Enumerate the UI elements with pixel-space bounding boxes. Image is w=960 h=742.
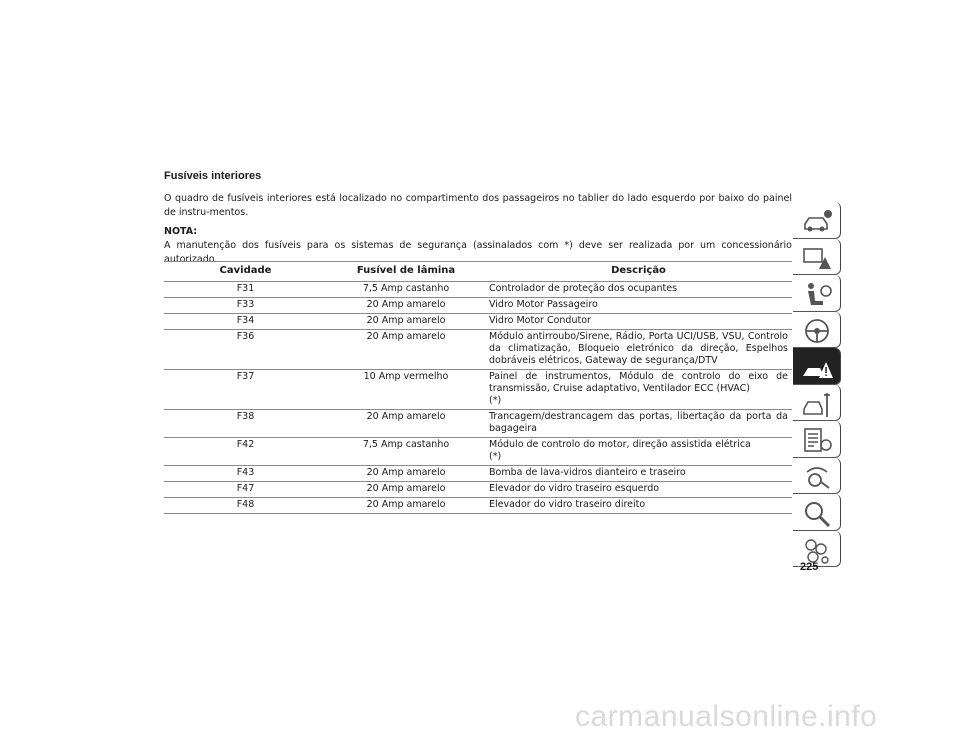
description-line: Elevador do vidro traseiro esquerdo (489, 483, 660, 494)
chapter-tabs (793, 202, 841, 567)
page-number: 225 (800, 561, 819, 573)
cell-cavity: F47 (164, 482, 327, 498)
cell-description (485, 330, 792, 370)
description-line: Trancagem/destrancagem das portas, libertação da porta da bagageira (489, 411, 788, 434)
description-line: Vidro Motor Condutor (489, 315, 591, 326)
cell-description (485, 314, 792, 330)
cell-description (485, 370, 792, 410)
table-row (164, 282, 792, 298)
chapter-tab[interactable] (793, 239, 841, 276)
chapter-tab[interactable] (793, 348, 841, 385)
cell-cavity: F33 (164, 298, 327, 314)
table-row (164, 330, 792, 370)
cell-cavity: F31 (164, 282, 327, 298)
cell-description (485, 466, 792, 482)
chapter-tab[interactable] (793, 421, 841, 458)
cell-cavity: F37 (164, 370, 327, 410)
table-row (164, 298, 792, 314)
cell-description (485, 438, 792, 466)
description-line: Módulo antirroubo/Sirene, Rádio, Porta UCI/USB, VSU, Controlo da climatização, Bloqueio eletrónico da direção, Espelhos dobráveis elétricos, Gateway de segurança/DTV (489, 331, 788, 366)
chapter-tab[interactable] (793, 458, 841, 495)
header-description: Descrição (485, 262, 792, 282)
cell-cavity: F34 (164, 314, 327, 330)
table-row (164, 482, 792, 498)
cell-fuse: 20 Amp amarelo (327, 466, 485, 482)
table-row (164, 370, 792, 410)
cell-fuse: 20 Amp amarelo (327, 314, 485, 330)
header-fuse: Fusível de lâmina (327, 262, 485, 282)
cell-description (485, 298, 792, 314)
cell-fuse: 20 Amp amarelo (327, 410, 485, 438)
description-line: Vidro Motor Passageiro (489, 299, 598, 310)
header-cavity: Cavidade (164, 262, 327, 282)
cell-fuse: 7,5 Amp castanho (327, 438, 485, 466)
table-row (164, 410, 792, 438)
note-paragraph: A manutenção dos fusíveis para os sistemas de segurança (assinalados com *) deve ser realizada por um concessionário autorizado. (164, 240, 792, 265)
watermark: carmanualsonline.info (575, 700, 878, 733)
table-row (164, 314, 792, 330)
intro-paragraph: O quadro de fusíveis interiores está localizado no compartimento dos passageiros no tablier do lado esquerdo por baixo do painel de instru-mentos. (164, 193, 792, 218)
cell-fuse: 20 Amp amarelo (327, 298, 485, 314)
cell-fuse: 20 Amp amarelo (327, 330, 485, 370)
cell-cavity: F48 (164, 498, 327, 514)
cell-fuse: 20 Amp amarelo (327, 482, 485, 498)
cell-fuse: 20 Amp amarelo (327, 498, 485, 514)
cell-cavity: F43 (164, 466, 327, 482)
chapter-tab[interactable] (793, 202, 841, 239)
section-heading: Fusíveis interiores (164, 170, 262, 182)
chapter-tab[interactable] (793, 275, 841, 312)
cell-description (485, 482, 792, 498)
cell-description (485, 410, 792, 438)
description-line: Controlador de proteção dos ocupantes (489, 283, 678, 294)
description-line: Elevador do vidro traseiro direito (489, 499, 646, 510)
cell-description (485, 498, 792, 514)
cell-fuse: 7,5 Amp castanho (327, 282, 485, 298)
cell-cavity: F38 (164, 410, 327, 438)
table-row (164, 438, 792, 466)
table-row (164, 498, 792, 514)
cell-description (485, 282, 792, 298)
chapter-tab[interactable] (793, 385, 841, 422)
description-line: Módulo de controlo do motor, direção assistida elétrica (489, 439, 751, 450)
cell-cavity: F36 (164, 330, 327, 370)
chapter-tab[interactable] (793, 312, 841, 349)
description-line: Bomba de lava-vidros dianteiro e traseiro (489, 467, 686, 478)
description-line: (*) (489, 395, 502, 406)
table-header-row (164, 262, 792, 282)
description-line: Painel de instrumentos, Módulo de controlo do eixo de transmissão, Cruise adaptativo, Ventilador ECC (HVAC) (489, 371, 788, 394)
cell-fuse: 10 Amp vermelho (327, 370, 485, 410)
cell-cavity: F42 (164, 438, 327, 466)
table-row (164, 466, 792, 482)
fuse-table (164, 261, 792, 514)
note-label: NOTA: (164, 226, 198, 237)
chapter-tab[interactable] (793, 494, 841, 531)
description-line: (*) (489, 451, 502, 462)
